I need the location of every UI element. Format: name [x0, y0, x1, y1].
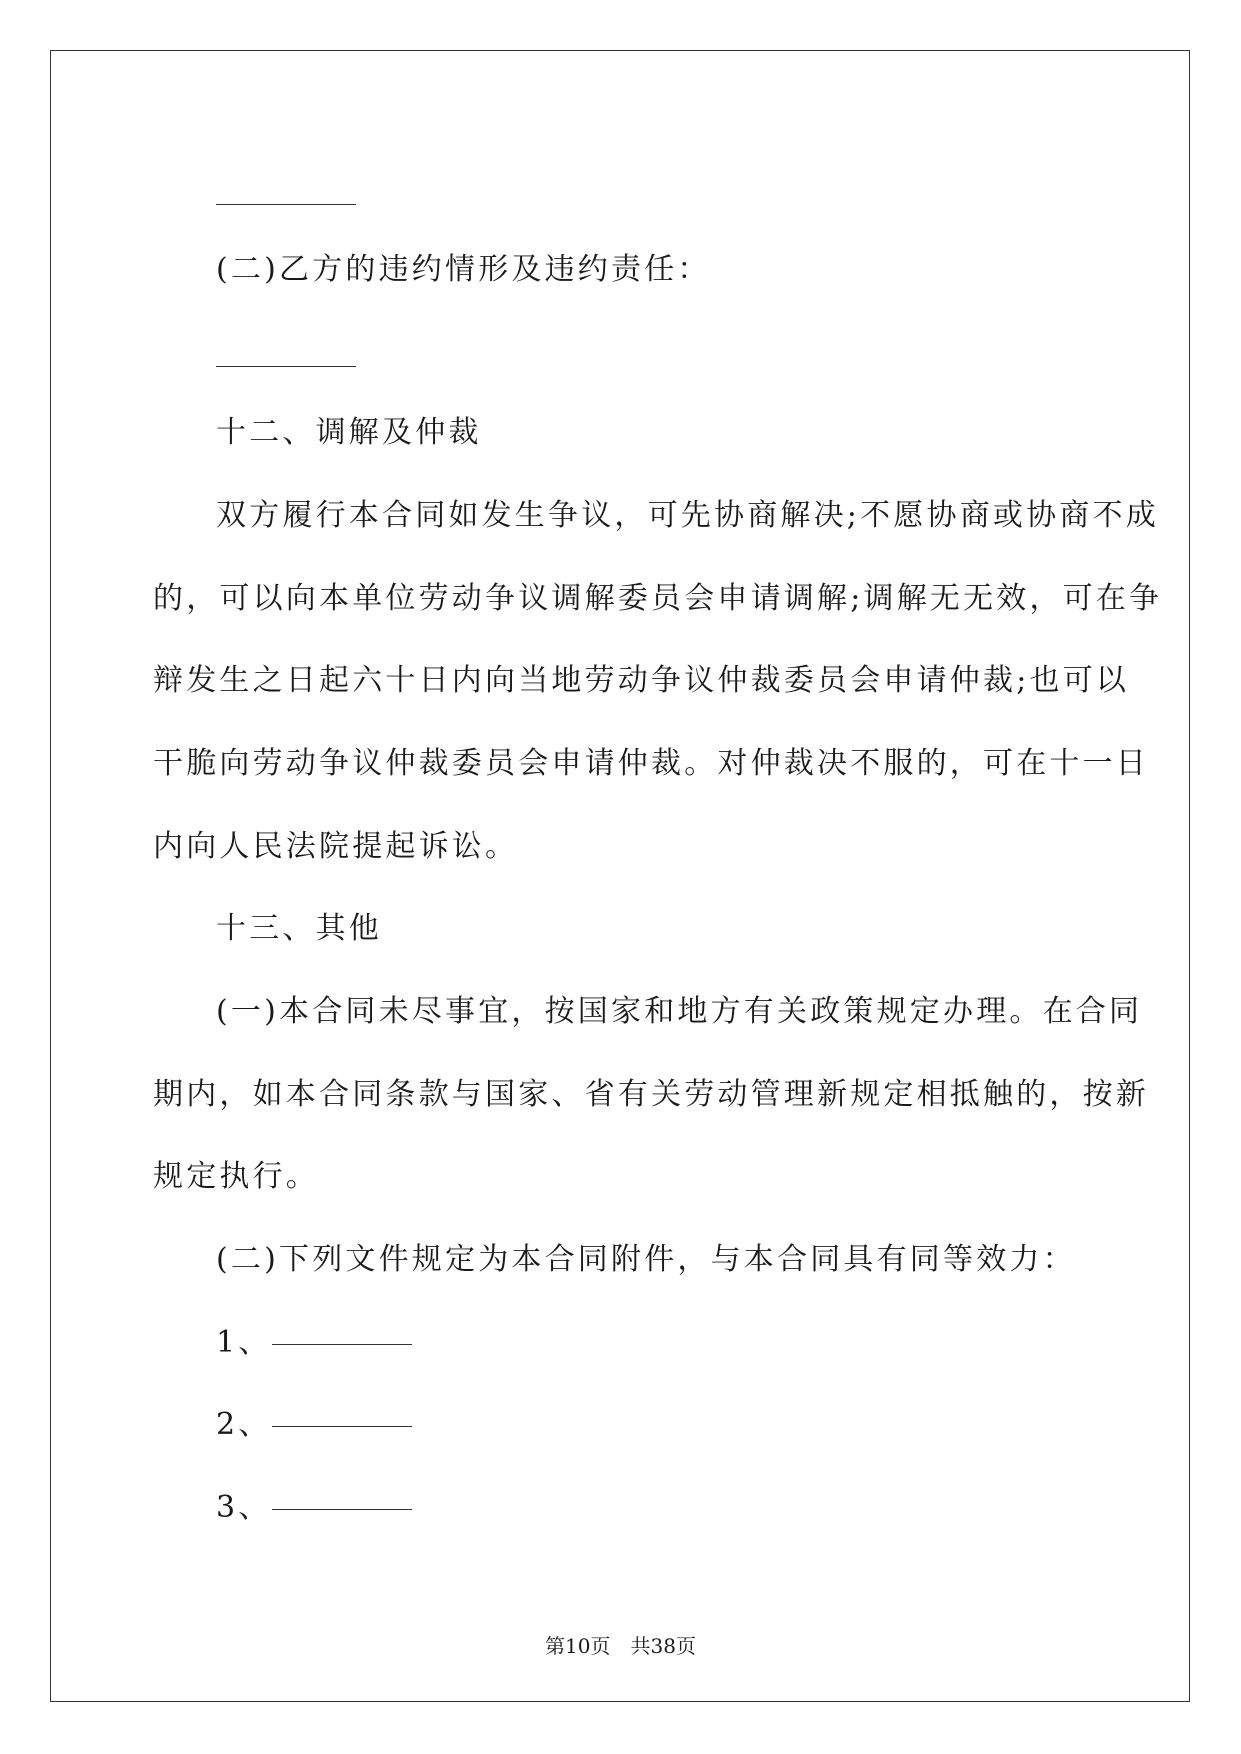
paragraph-line: 内向人民法院提起诉讼。 — [153, 829, 519, 864]
list-item-number: 1、 — [216, 1325, 272, 1360]
paragraph-line: 期内，如本合同条款与国家、省有关劳动管理新规定相抵触的，按新 — [153, 1077, 1149, 1112]
list-item — [216, 1490, 412, 1526]
section-heading: 十三、其他 — [216, 911, 382, 946]
fill-in-rule — [272, 1343, 412, 1345]
paragraph-line: (一)本合同未尽事宜，按国家和地方有关政策规定办理。在合同 — [216, 994, 1143, 1029]
current-page-number: 第10页 — [545, 1634, 611, 1658]
paragraph-line: 干脆向劳动争议仲裁委员会申请仲裁。对仲裁决不服的，可在十一日 — [153, 746, 1149, 781]
section-heading: 十二、调解及仲裁 — [216, 415, 482, 450]
paragraph-line: 双方履行本合同如发生争议，可先协商解决;不愿协商或协商不成 — [216, 498, 1159, 533]
paragraph-line: 辩发生之日起六十日内向当地劳动争议仲裁委员会申请仲裁;也可以 — [153, 663, 1130, 698]
page-frame — [50, 50, 1190, 1702]
blank-line-1 — [216, 185, 356, 221]
page-footer — [0, 1634, 1241, 1658]
fill-in-rule — [216, 365, 356, 367]
fill-in-rule — [216, 203, 356, 205]
list-item — [216, 1325, 412, 1361]
clause-heading: (二)乙方的违约情形及违约责任： — [216, 252, 711, 287]
list-item — [216, 1407, 412, 1443]
paragraph-line: 的，可以向本单位劳动争议调解委员会申请调解;调解无无效，可在争 — [153, 581, 1163, 616]
fill-in-rule — [272, 1508, 412, 1510]
paragraph-line: (二)下列文件规定为本合同附件，与本合同具有同等效力： — [216, 1242, 1076, 1277]
list-item-number: 2、 — [216, 1407, 272, 1442]
total-pages: 共38页 — [630, 1634, 696, 1658]
list-item-number: 3、 — [216, 1490, 272, 1525]
paragraph-line: 规定执行。 — [153, 1159, 319, 1194]
blank-line-2 — [216, 347, 356, 383]
fill-in-rule — [272, 1425, 412, 1427]
